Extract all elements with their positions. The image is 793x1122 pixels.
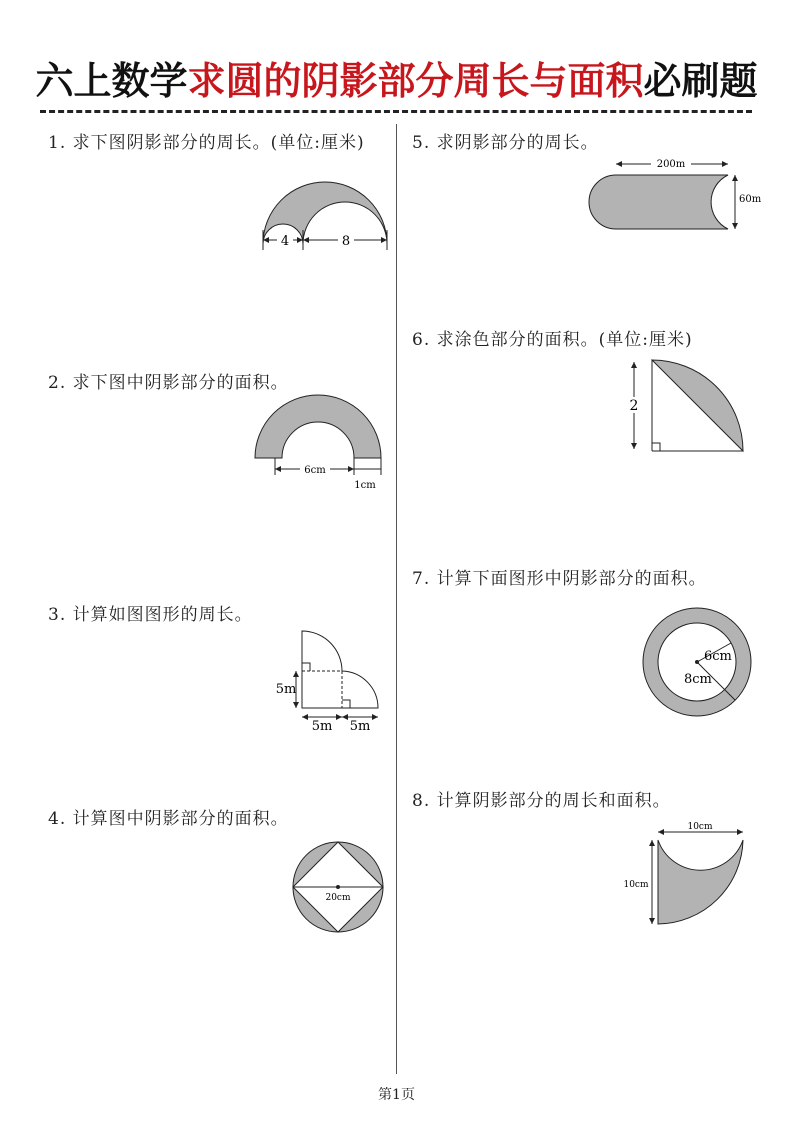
fig2-label-6cm: 6cm — [304, 465, 326, 476]
title-part-3: 必刷题 — [643, 59, 758, 103]
page-number: 第1页 — [378, 1087, 415, 1103]
question-4: 4. 计算图中阴影部分的面积。 — [48, 809, 289, 829]
fig3-label-side: 5m — [275, 682, 297, 697]
question-1: 1. 求下图阴影部分的周长。(单位:厘米) — [48, 133, 365, 153]
figure-7 — [640, 605, 755, 720]
question-5: 5. 求阴影部分的周长。 — [412, 133, 599, 153]
fig3-label-bottom-right: 5m — [349, 719, 371, 734]
figure-2 — [245, 395, 395, 495]
fig1-label-8: 8 — [341, 234, 351, 249]
fig1-label-4: 4 — [280, 234, 290, 249]
figure-1 — [255, 160, 395, 255]
fig3-label-bottom-left: 5m — [311, 719, 333, 734]
question-6: 6. 求涂色部分的面积。(单位:厘米) — [412, 330, 693, 350]
figure-3 — [272, 625, 392, 740]
question-2: 2. 求下图中阴影部分的面积。 — [48, 373, 289, 393]
figure-4 — [290, 840, 390, 940]
fig5-label-200m: 200m — [656, 159, 686, 170]
question-8: 8. 计算阴影部分的周长和面积。 — [412, 791, 671, 811]
question-7: 7. 计算下面图形中阴影部分的面积。 — [412, 569, 707, 589]
fig6-label-2: 2 — [629, 398, 639, 414]
question-3: 3. 计算如图图形的周长。 — [48, 605, 253, 625]
title-divider — [40, 110, 752, 113]
fig8-label-top: 10cm — [687, 822, 713, 832]
fig7-label-8cm: 8cm — [684, 672, 712, 687]
page-title — [0, 56, 793, 106]
title-part-1: 六上数学 — [35, 59, 188, 103]
figure-5 — [583, 152, 762, 237]
figure-8 — [620, 818, 755, 933]
fig5-label-60m: 60m — [739, 194, 762, 205]
fig2-label-1cm: 1cm — [354, 480, 376, 491]
fig4-label-20cm: 20cm — [325, 893, 351, 903]
figure-6 — [620, 355, 755, 455]
title-part-2: 求圆的阴影部分周长与面积 — [187, 59, 644, 103]
fig8-label-side: 10cm — [623, 880, 649, 890]
column-divider — [396, 124, 397, 1074]
fig7-label-6cm: 6cm — [704, 649, 732, 664]
